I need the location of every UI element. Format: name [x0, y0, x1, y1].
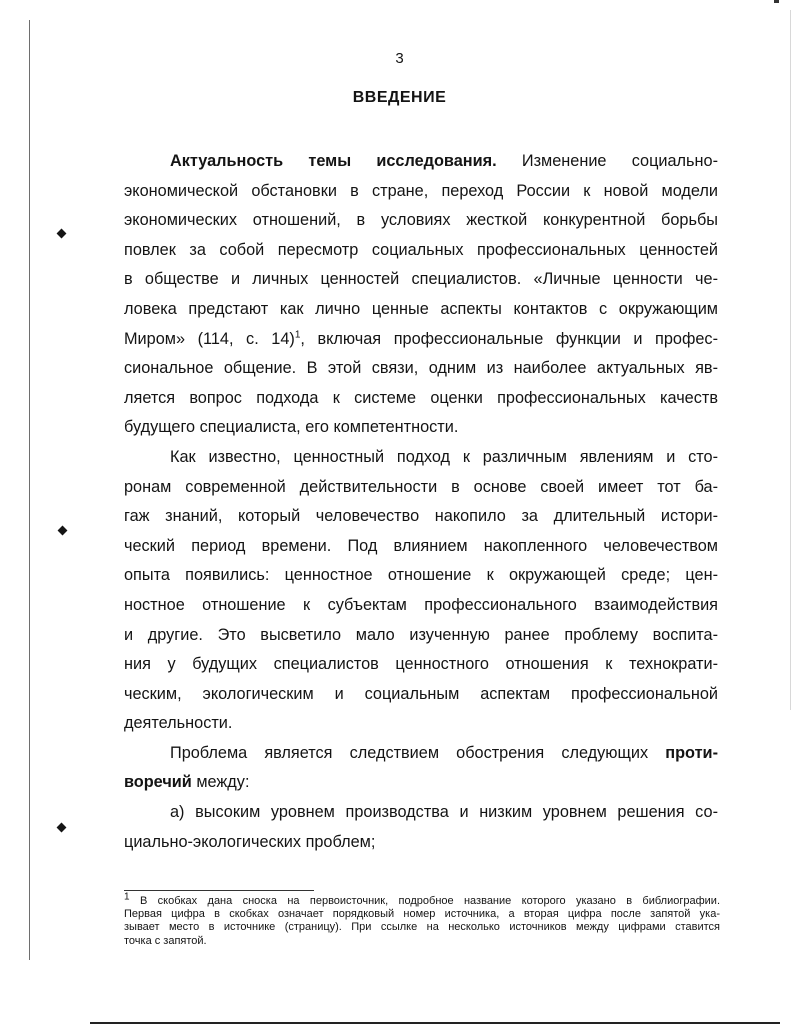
emphasis-text: воречий: [124, 773, 192, 792]
text-line: ческий период времени. Под влиянием накопленного человечеством: [124, 536, 718, 555]
text-line: сиональное общение. В этой связи, одним из наиболее актуальных яв-: [124, 359, 718, 378]
text-line: в обществе и личных ценностей специалистов. «Личные ценности че-: [124, 270, 718, 289]
footnote-ref: 1: [294, 329, 301, 341]
text-line: будущего специалиста, его компетентности.: [124, 418, 459, 437]
text-line: [124, 147, 718, 177]
text-span: Проблема является следствием обострения следующих: [170, 743, 649, 762]
scan-bottom-edge: [90, 1022, 780, 1024]
scan-corner-mark: [774, 0, 779, 3]
text-line: ния у будущих специалистов ценностного отношения к технократи-: [124, 655, 718, 674]
text-line: опыта появились: ценностное отношение к окружающей среде; цен-: [124, 566, 718, 585]
text-line: ронам современной действительности в основе своей имеет тот ба-: [124, 477, 718, 496]
footnote-line: Первая цифра в скобках означает порядковый номер источника, а вторая цифра после запятой ука-: [124, 908, 720, 921]
text-line: и другие. Это высветило мало изученную ранее проблему воспита-: [124, 625, 718, 644]
binding-hole-icon: [57, 229, 67, 239]
text-span: , включая профессиональные функции и профес-: [300, 329, 718, 348]
text-line: [124, 768, 718, 798]
footnote-line: зывает место в источнике (страницу). При ссылке на несколько источников между цифрами ставится: [124, 921, 720, 934]
footnote-divider: [124, 890, 314, 891]
text-line: экономических отношений, в условиях жесткой конкурентной борьбы: [124, 211, 718, 230]
paragraph-relevance: [124, 147, 718, 443]
text-line: ностное отношение к субъектам профессионального взаимодействия: [124, 595, 718, 614]
document-body: [124, 147, 718, 857]
scan-right-edge: [790, 10, 791, 710]
binding-hole-icon: [58, 526, 68, 536]
text-span: между:: [196, 773, 250, 792]
text-span: Изменение социально-: [521, 152, 718, 170]
text-line: Как известно, ценностный подход к различным явлениям и сто-: [170, 447, 718, 466]
footnote-marker: 1: [124, 891, 130, 903]
text-line: циально-экологических проблем;: [124, 832, 376, 851]
text-line: ческим, экологическим и социальным аспектам профессиональной: [124, 684, 718, 703]
scan-left-edge: [29, 20, 30, 960]
text-line: [124, 325, 718, 355]
emphasis-text: проти-: [665, 743, 718, 762]
page-number: 3: [395, 50, 404, 67]
text-span: В скобках дана сноска на первоисточник, подробное название которого указано в библиографии.: [139, 895, 720, 907]
text-line: а) высоким уровнем производства и низким уровнем решения со-: [170, 803, 718, 822]
text-line: [124, 739, 718, 769]
binding-hole-icon: [57, 823, 67, 833]
text-line: деятельности.: [124, 714, 233, 733]
text-line: ловека предстают как лично ценные аспекты контактов с окружающим: [124, 299, 718, 318]
text-span: Миром» (114, с. 14): [124, 329, 295, 348]
paragraph-item-a: [124, 798, 718, 857]
text-line: гаж знаний, который человечество накопило за длительный истори-: [124, 507, 718, 526]
text-line: экономической обстановки в стране, переход России к новой модели: [124, 181, 718, 200]
text-line: повлек за собой пересмотр социальных профессиональных ценностей: [124, 240, 718, 259]
footnote: [124, 891, 720, 948]
footnote-line: точка с запятой.: [124, 934, 207, 947]
page-title: ВВЕДЕНИЕ: [352, 89, 447, 106]
footnote-line: [124, 891, 720, 908]
section-lead: Актуальность темы исследования.: [170, 152, 497, 170]
text-line: ляется вопрос подхода к системе оценки профессиональных качеств: [124, 388, 718, 407]
paragraph-value-approach: [124, 443, 718, 739]
paragraph-contradictions: [124, 739, 718, 798]
